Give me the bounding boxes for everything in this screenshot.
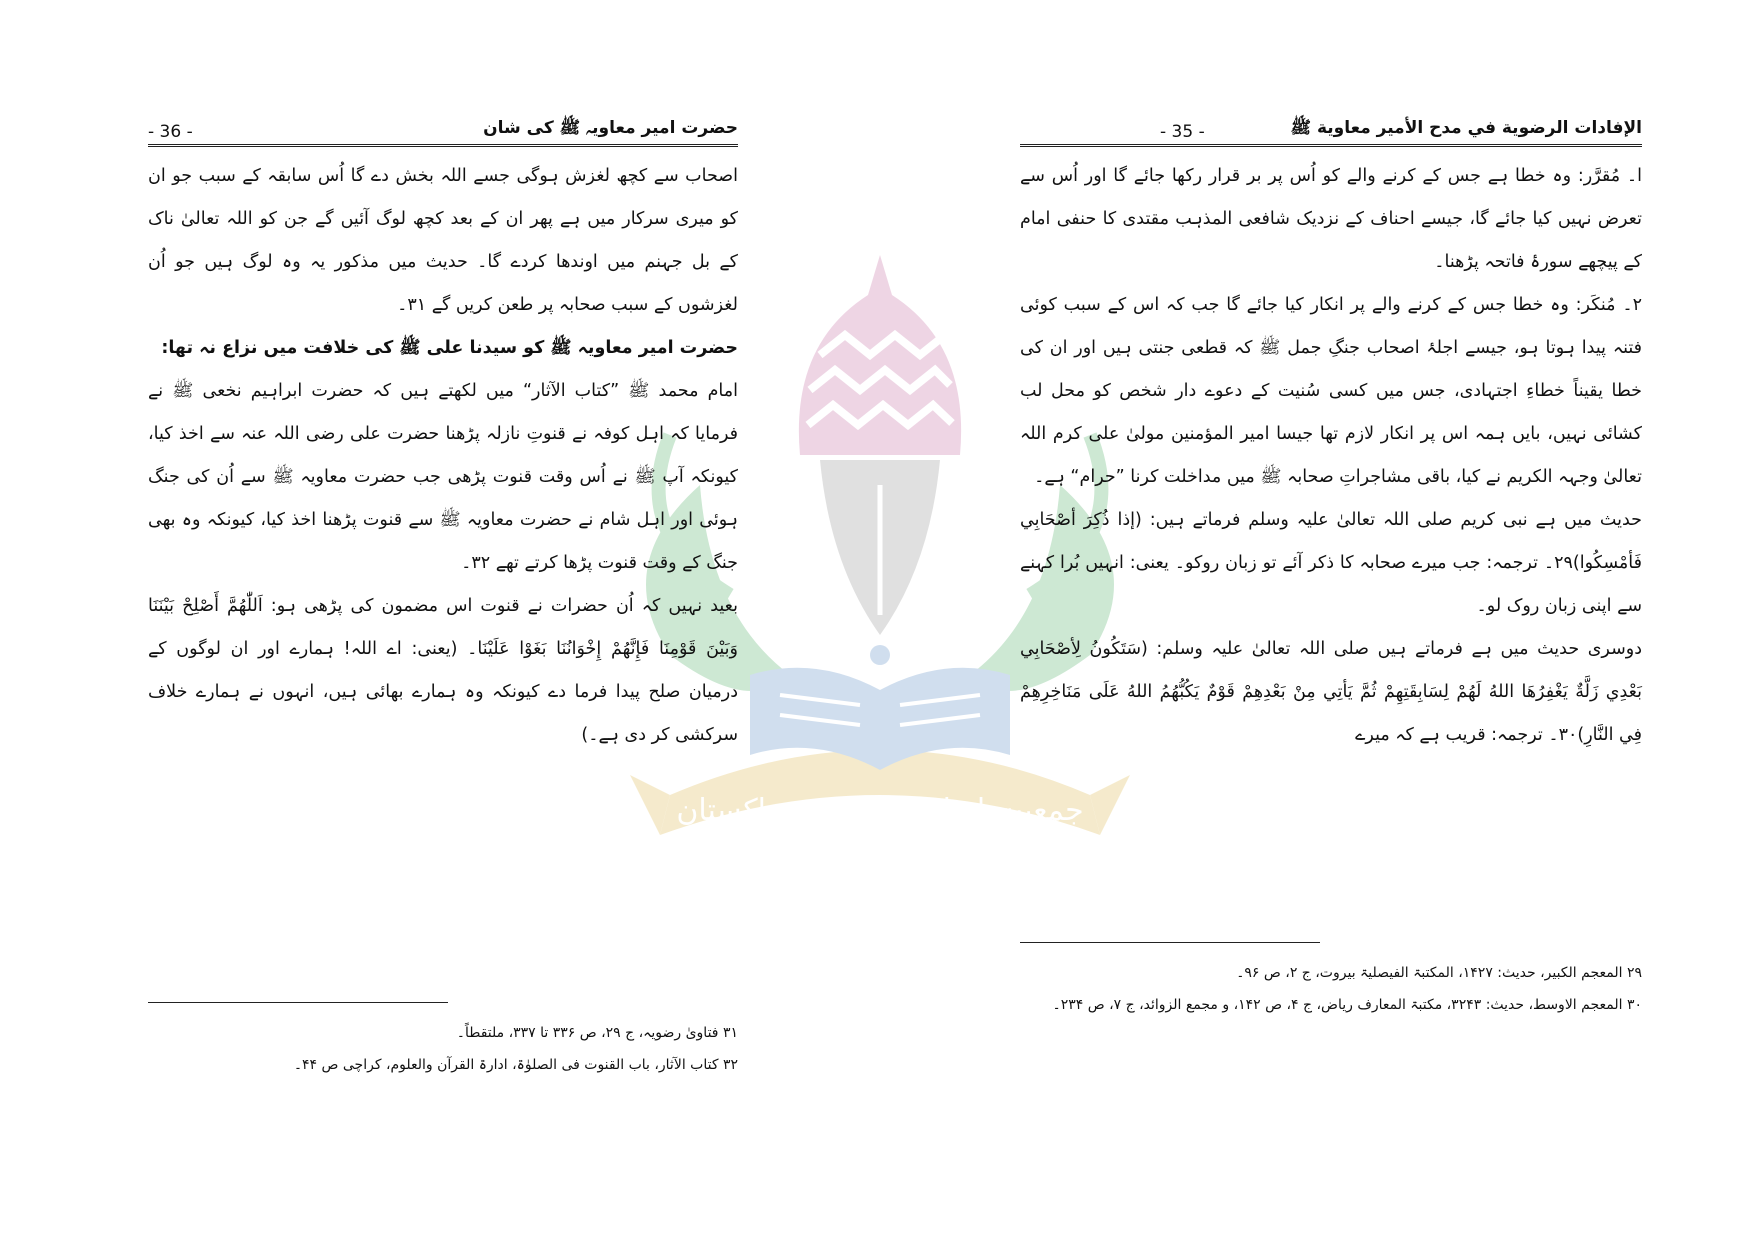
paragraph: دوسری حدیث میں ہے فرماتے ہیں صلی اللہ تعالیٰ علیہ وسلم: (سَتَكُونُ لِأصْحَابِي بَعْدِي زَلَّةٌ يَغْفِرُهَا اللهُ لَهُمْ لِسَابِقَتِهِمْ ثُمَّ يَأتِي مِنْ بَعْدِهِمْ قَوْمٌ يَكُبُّهُمُ اللهُ عَلَى مَنَاخِرِهِمْ فِي النَّارِ)۳۰۔ ترجمہ: قریب ہے کہ میرے xyxy=(1020,639,1642,745)
footnote: ۳۰ المعجم الاوسط، حدیث: ۳۲۴۳، مکتبۃ المعارف ریاض، ج ۴، ص ۱۴۲، و مجمع الزوائد، ج ۷، ص ۲۳۴۔ xyxy=(1052,997,1642,1013)
paragraph: اصحاب سے کچھ لغزش ہوگی جسے اللہ بخش دے گا اُس سابقہ کے سبب جو ان کو میری سرکار میں ہے پھر ان کے بعد کچھ لوگ آئیں گے جن کو اللہ تعالیٰ ناک کے بل جہنم میں اوندھا کردے گا۔ حدیث میں مذکور یہ وہ لوگ ہیں جو اُن لغزشوں کے سبب صحابہ پر طعن کریں گے ۳۱۔ xyxy=(148,166,738,315)
page-number: - 35 - xyxy=(1160,122,1205,142)
running-header xyxy=(148,112,738,147)
running-header xyxy=(1020,112,1642,147)
watermark-book xyxy=(750,668,1010,770)
watermark-caption: جمعیت اشاعت اہلسنت پاکستان xyxy=(676,793,1084,828)
page-36 xyxy=(148,112,738,1112)
footnote-rule xyxy=(148,1002,448,1003)
watermark-pen xyxy=(820,460,940,635)
paragraph: بعید نہیں کہ اُن حضرات نے قنوت اس مضمون کی پڑھی ہو: اَللّٰهُمَّ أَصْلِحْ بَيْنَنَا وَبَيْنَ قَوْمِنَا فَإِنَّهُمْ إِخْوَانُنَا بَغَوْا عَلَيْنَا۔ (یعنی: اے اللہ! ہمارے اور ان لوگوں کے درمیان صلح پیدا فرما دے کیونکہ وہ ہمارے بھائی ہیں، انہوں نے ہمارے خلاف سرکشی کر دی ہے۔) xyxy=(148,596,738,745)
footnotes xyxy=(148,1002,738,1081)
paragraph: ا۔ مُقرَّر: وہ خطا ہے جس کے کرنے والے کو اُس پر بر قرار رکھا جائے گا اور اُس سے تعرض نہیں کیا جائے گا، جیسے احناف کے نزدیک شافعی المذہب مقتدی کا حنفی امام کے پیچھے سورۂ فاتحہ پڑھنا۔ xyxy=(1020,166,1642,272)
paragraph: امام محمد ﷺ ”کتاب الآثار“ میں لکھتے ہیں کہ حضرت ابراہیم نخعی ﷺ نے فرمایا کہ اہل کوفہ نے قنوتِ نازلہ پڑھنا حضرت علی رضی اللہ عنہ سے اخذ کیا، کیونکہ آپ ﷺ نے اُس وقت قنوت پڑھی جب حضرت معاویہ ﷺ سے اُن کی جنگ ہوئی اور اہل شام نے حضرت معاویہ ﷺ سے قنوت پڑھنا اخذ کیا، کیونکہ وہ بھی جنگ کے وقت قنوت پڑھا کرتے تھے ۳۲۔ xyxy=(148,381,738,573)
section-heading: حضرت امیر معاویہ ﷺ کو سیدنا علی ﷺ کی خلافت میں نزاع نہ تھا: xyxy=(161,338,738,358)
running-title: الإفادات الرضوية في مدح الأمير معاوية ﷺ xyxy=(1290,118,1642,138)
page-body xyxy=(1020,155,1642,757)
footnote: ۳۲ کتاب الآثار، باب القنوت فی الصلوٰۃ، ادارۃ القرآن والعلوم، کراچی ص ۴۴۔ xyxy=(293,1057,738,1073)
watermark-dome xyxy=(799,255,961,455)
footnote: ۳۱ فتاویٰ رضویہ، ج ۲۹، ص ۳۳۶ تا ۳۳۷، ملتقطاً۔ xyxy=(456,1025,738,1041)
footnote-rule xyxy=(1020,942,1320,943)
footnotes xyxy=(1020,942,1642,1021)
running-title: حضرت امیر معاویہ ﷺ کی شان xyxy=(483,118,738,138)
page-35 xyxy=(1020,112,1642,1112)
paragraph: ۲۔ مُنکَر: وہ خطا جس کے کرنے والے پر انکار کیا جائے گا جب کہ اس کے سبب کوئی فتنہ پیدا ہوتا ہو، جیسے اجلۂ اصحاب جنگِ جمل ﷺ کہ قطعی جنتی ہیں اور ان کی خطا یقیناً خطاءِ اجتہادی، جس میں کسی سُنیت کے دعوے دار شخص کو محل لب کشائی نہیں، بایں ہمہ اس پر انکار لازم تھا جیسا امیر المؤمنین مولیٰ علی کرم اللہ تعالیٰ وجہہ الکریم نے کیا، باقی مشاجراتِ صحابہ ﷺ میں مداخلت کرنا ”حرام“ ہے۔ xyxy=(1020,295,1642,487)
page-number: - 36 - xyxy=(148,122,193,142)
paragraph: حدیث میں ہے نبی کریم صلی اللہ تعالیٰ علیہ وسلم فرماتے ہیں: (إذا ذُكِرَ أصْحَابِي فَأمْسِكُوا)۲۹۔ ترجمہ: جب میرے صحابہ کا ذکر آئے تو زبان روکو۔ یعنی: انہیں بُرا کہنے سے اپنی زبان روک لو۔ xyxy=(1020,510,1642,616)
footnote: ۲۹ المعجم الکبیر، حدیث: ۱۴۲۷، المکتبۃ الفیصلیۃ بیروت، ج ۲، ص ۹۶۔ xyxy=(1236,965,1642,981)
page-body xyxy=(148,155,738,757)
